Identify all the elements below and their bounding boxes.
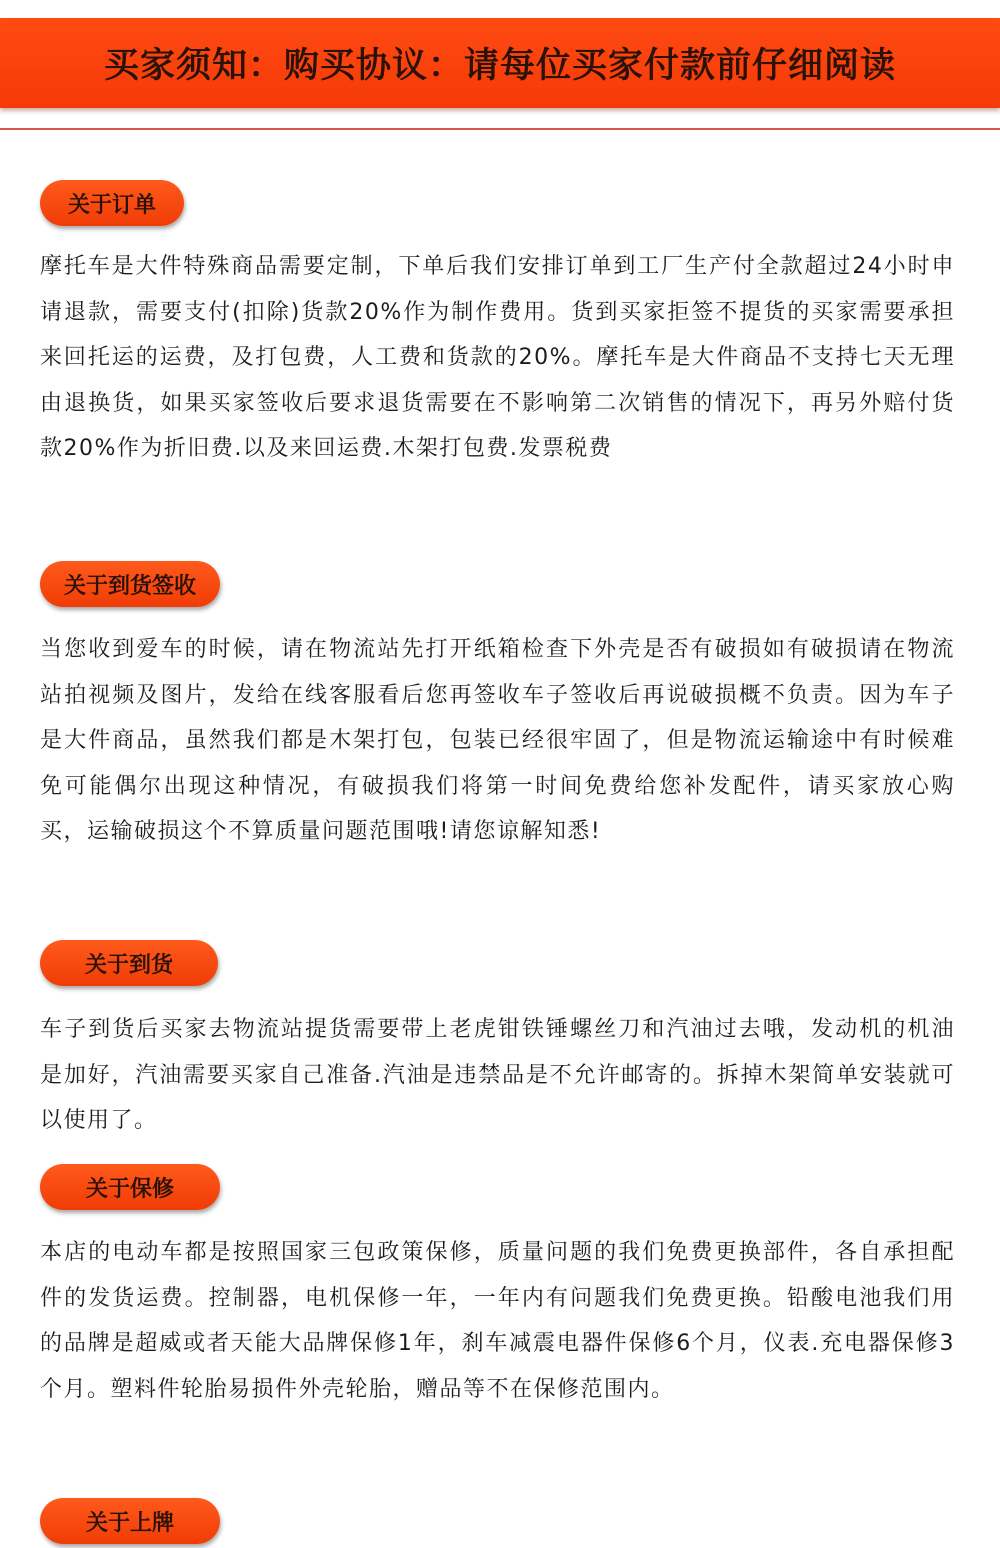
header-banner (0, 18, 1000, 108)
header-divider (0, 128, 1000, 130)
section-body-order: 摩托车是大件特殊商品需要定制，下单后我们安排订单到工厂生产付全款超过24小时申请退款，需要支付(扣除)货款20%作为制作费用。货到买家拒签不提货的买家需要承担来回托运的运费，及打包费，人工费和货款的20%。摩托车是大件商品不支持七天无理由退换货，如果买家签收后要求退货需要在不影响第二次销售的情况下，再另外赔付货款20%作为折旧费.以及来回运费.木架打包费.发票税费 (40, 254, 955, 461)
section-heading-delivery-signoff: 关于到货签收 (40, 561, 220, 607)
section-body-warranty: 本店的电动车都是按照国家三包政策保修，质量问题的我们免费更换部件，各自承担配件的发货运费。控制器，电机保修一年，一年内有问题我们免费更换。铅酸电池我们用的品牌是超威或者天能大品牌保修1年，刹车减震电器件保修6个月，仪表.充电器保修3个月。塑料件轮胎易损件外壳轮胎，赠品等不在保修范围内。 (40, 1240, 955, 1402)
section-heading-registration: 关于上牌 (40, 1498, 220, 1544)
section-heading-warranty: 关于保修 (40, 1164, 220, 1210)
section-heading-order: 关于订单 (40, 180, 184, 226)
page-title: 买家须知：购买协议：请每位买家付款前仔细阅读 (103, 46, 896, 86)
section-body-arrival: 车子到货后买家去物流站提货需要带上老虎钳铁锤螺丝刀和汽油过去哦，发动机的机油是加好，汽油需要买家自己准备.汽油是违禁品是不允许邮寄的。拆掉木架简单安装就可以使用了。 (40, 1017, 955, 1133)
section-body-delivery-signoff: 当您收到爱车的时候，请在物流站先打开纸箱检查下外壳是否有破损如有破损请在物流站拍视频及图片，发给在线客服看后您再签收车子签收后再说破损概不负责。因为车子是大件商品，虽然我们都是木架打包，包装已经很牢固了，但是物流运输途中有时候难免可能偶尔出现这种情况，有破损我们将第一时间免费给您补发配件，请买家放心购买，运输破损这个不算质量问题范围哦!请您谅解知悉! (40, 637, 955, 844)
section-heading-arrival: 关于到货 (40, 940, 218, 986)
